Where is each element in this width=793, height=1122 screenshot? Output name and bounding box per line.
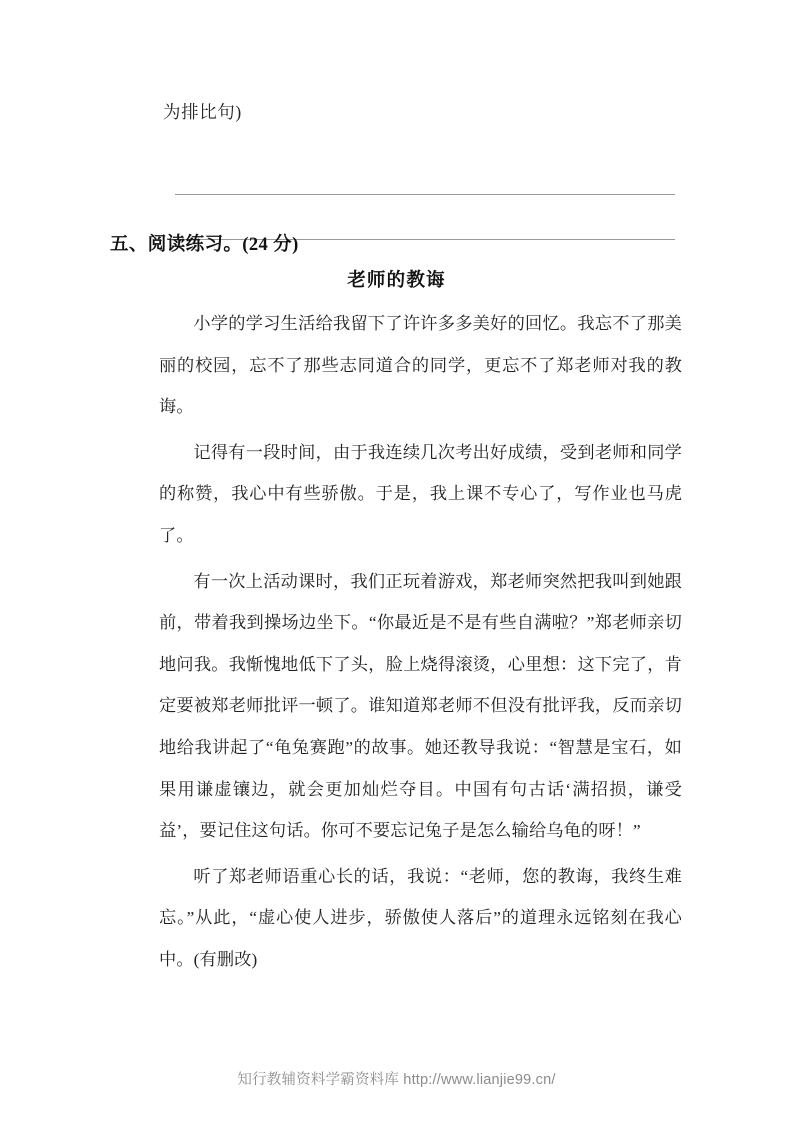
passage-paragraph: 小学的学习生活给我留下了许许多多美好的回忆。我忘不了那美丽的校园，忘不了那些志同道合的同学，更忘不了郑老师对我的教诲。 — [159, 314, 682, 417]
answer-line[interactable] — [175, 150, 675, 195]
passage-title: 老师的教诲 — [347, 271, 446, 291]
passage-paragraph: 听了郑老师语重心长的话，我说：“老师，您的教诲，我终生难忘。”从此，“虚心使人进步，骄傲使人落后”的道理永远铭刻在我心中。(有删改) — [159, 866, 682, 969]
carryover-question-text: 为排比句) — [163, 102, 242, 122]
section-heading-reading-practice: 五、阅读练习。(24 分) — [110, 235, 299, 255]
passage-body — [159, 303, 682, 981]
passage-paragraph: 记得有一段时间，由于我连续几次考出好成绩，受到老师和同学的称赞，我心中有些骄傲。于是，我上课不专心了，写作业也马虎了。 — [159, 442, 682, 545]
answer-lines-group — [175, 150, 675, 240]
passage-paragraph: 有一次上活动课时，我们正玩着游戏，郑老师突然把我叫到她跟前，带着我到操场边坐下。“你最近是不是有些自满啦？”郑老师亲切地问我。我惭愧地低下了头，脸上烧得滚烫，心里想：这下完了，肯定要被郑老师批评一顿了。谁知道郑老师不但没有批评我，反而亲切地给我讲起了“龟兔赛跑”的故事。她还教导我说：“智慧是宝石，如果用谦虚镶边，就会更加灿烂夺目。中国有句古话‘满招损，谦受益’，要记住这句话。你可不要忘记兔子是怎么输给乌龟的呀！” — [159, 571, 682, 841]
footer-watermark: 知行教辅资料学霸资料库 http://www.lianjie99.cn/ — [237, 1072, 556, 1088]
